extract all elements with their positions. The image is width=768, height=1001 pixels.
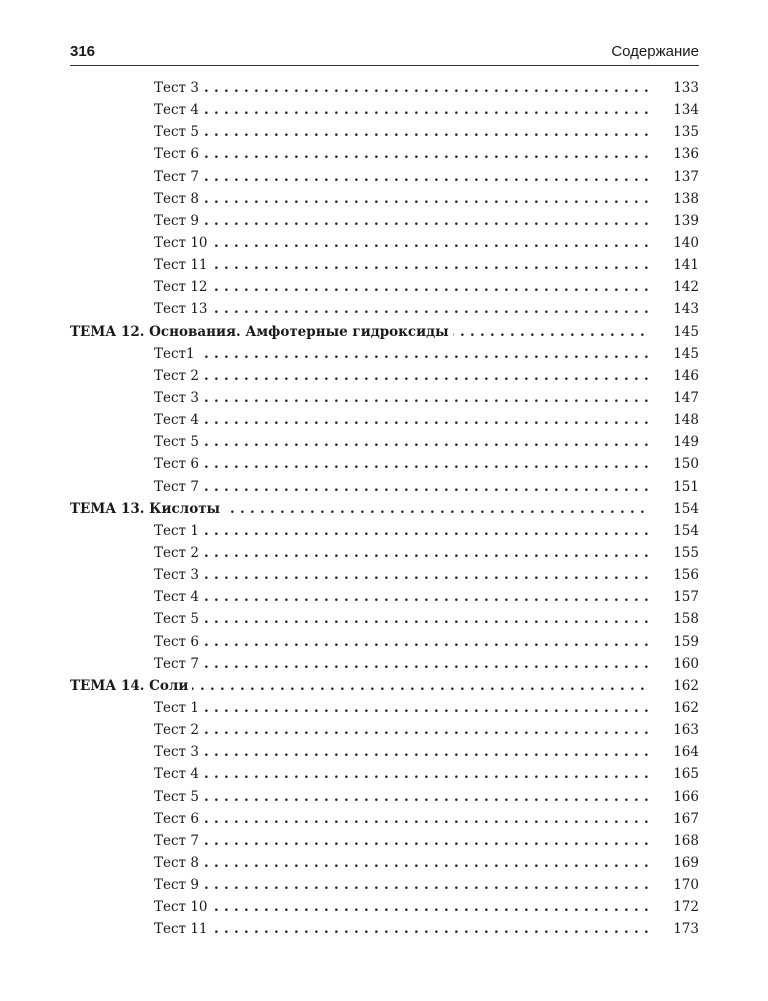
toc-topic-row xyxy=(70,498,699,520)
toc-page-number: 151 xyxy=(673,478,699,495)
dot-leader xyxy=(154,741,651,763)
dot-leader xyxy=(154,409,651,431)
dot-leader xyxy=(154,298,651,320)
toc-test-label: Тест 5 xyxy=(154,608,203,630)
toc-test-label: Тест 11 xyxy=(154,918,212,940)
toc-page-number: 154 xyxy=(673,522,699,539)
toc-test-row xyxy=(70,586,699,608)
toc-page-number: 145 xyxy=(673,323,699,340)
dot-leader xyxy=(154,276,651,298)
dot-leader xyxy=(154,808,651,830)
toc-test-label: Тест 2 xyxy=(154,542,203,564)
toc-page-number: 158 xyxy=(673,611,699,628)
toc-test-row xyxy=(70,254,699,276)
toc-test-label: Тест 6 xyxy=(154,631,203,653)
toc-test-label: Тест 8 xyxy=(154,188,203,210)
toc-test-label: Тест 6 xyxy=(154,143,203,165)
toc-page-number: 135 xyxy=(673,124,699,141)
dot-leader xyxy=(154,520,651,542)
toc-test-label: Тест 3 xyxy=(154,387,203,409)
dot-leader xyxy=(154,77,651,99)
toc-test-label: Тест 3 xyxy=(154,77,203,99)
dot-leader xyxy=(154,786,651,808)
toc-test-label: Тест 4 xyxy=(154,586,203,608)
page-number: 316 xyxy=(70,43,96,60)
toc-test-row xyxy=(70,232,699,254)
toc-test-label: Тест 12 xyxy=(154,276,212,298)
toc-test-label: Тест 10 xyxy=(154,896,212,918)
dot-leader xyxy=(154,631,651,653)
toc-test-row xyxy=(70,564,699,586)
dot-leader xyxy=(154,653,651,675)
toc-page-number: 163 xyxy=(673,722,699,739)
dot-leader xyxy=(154,99,651,121)
dot-leader xyxy=(154,232,651,254)
toc-page-number: 138 xyxy=(673,190,699,207)
dot-leader xyxy=(154,586,651,608)
toc-test-label: Тест 1 xyxy=(154,697,203,719)
toc-page-number: 148 xyxy=(673,412,699,429)
toc-test-label: Тест 13 xyxy=(154,298,212,320)
toc-topic-row xyxy=(70,675,699,697)
toc-test-label: Тест 9 xyxy=(154,874,203,896)
dot-leader xyxy=(154,431,651,453)
toc-test-label: Тест 7 xyxy=(154,830,203,852)
toc-page-number: 160 xyxy=(673,655,699,672)
toc-topic-row xyxy=(70,321,699,343)
toc-test-label: Тест 6 xyxy=(154,453,203,475)
toc-test-row xyxy=(70,365,699,387)
toc-page-number: 170 xyxy=(673,877,699,894)
toc-page-number: 134 xyxy=(673,102,699,119)
dot-leader xyxy=(154,387,651,409)
toc-test-row xyxy=(70,830,699,852)
dot-leader xyxy=(154,343,651,365)
toc-test-label: Тест 10 xyxy=(154,232,212,254)
toc-page-number: 164 xyxy=(673,744,699,761)
toc-test-label: Тест 3 xyxy=(154,741,203,763)
dot-leader xyxy=(154,365,651,387)
toc-test-label: Тест 2 xyxy=(154,719,203,741)
toc-page-number: 167 xyxy=(673,810,699,827)
toc-test-label: Тест 7 xyxy=(154,476,203,498)
dot-leader xyxy=(154,453,651,475)
toc-test-row xyxy=(70,99,699,121)
dot-leader xyxy=(154,564,651,586)
dot-leader xyxy=(154,608,651,630)
toc-test-label: Тест 11 xyxy=(154,254,212,276)
toc-test-label: Тест 5 xyxy=(154,786,203,808)
dot-leader xyxy=(154,852,651,874)
toc-test-row xyxy=(70,276,699,298)
header-rule xyxy=(70,65,699,66)
dot-leader xyxy=(154,254,651,276)
toc-page-number: 143 xyxy=(673,301,699,318)
toc-topic-label: ТЕМА 14. Соли xyxy=(70,675,192,697)
toc-test-label: Тест 6 xyxy=(154,808,203,830)
dot-leader xyxy=(154,166,651,188)
toc-page-number: 166 xyxy=(673,788,699,805)
toc-test-row xyxy=(70,188,699,210)
toc-page-number: 168 xyxy=(673,832,699,849)
dot-leader xyxy=(154,188,651,210)
toc-test-row xyxy=(70,542,699,564)
toc-page-number: 149 xyxy=(673,434,699,451)
toc-test-row xyxy=(70,719,699,741)
dot-leader xyxy=(154,874,651,896)
dot-leader xyxy=(154,830,651,852)
toc-test-row xyxy=(70,808,699,830)
toc-page-number: 137 xyxy=(673,168,699,185)
toc-page-number: 162 xyxy=(673,699,699,716)
dot-leader xyxy=(154,763,651,785)
dot-leader xyxy=(154,697,651,719)
toc-page-number: 133 xyxy=(673,80,699,96)
toc-test-label: Тест 1 xyxy=(154,520,203,542)
toc-page-number: 140 xyxy=(673,234,699,251)
running-title: Содержание xyxy=(611,43,699,60)
toc-test-row xyxy=(70,608,699,630)
toc-test-row xyxy=(70,121,699,143)
toc-test-label: Тест 9 xyxy=(154,210,203,232)
toc-test-label: Тест 5 xyxy=(154,431,203,453)
toc-page-number: 147 xyxy=(673,389,699,406)
toc-test-row xyxy=(70,874,699,896)
dot-leader xyxy=(154,542,651,564)
toc-page-number: 159 xyxy=(673,633,699,650)
toc-page-number: 136 xyxy=(673,146,699,163)
toc-test-label: Тест 4 xyxy=(154,763,203,785)
toc-test-row xyxy=(70,918,699,940)
toc-test-row xyxy=(70,166,699,188)
toc-page-number: 155 xyxy=(673,544,699,561)
toc-test-label: Тест 3 xyxy=(154,564,203,586)
toc-test-row xyxy=(70,298,699,320)
toc-test-label: Тест 8 xyxy=(154,852,203,874)
toc-test-row xyxy=(70,631,699,653)
toc-page-number: 173 xyxy=(673,921,699,938)
dot-leader xyxy=(154,918,651,940)
toc-page-number: 172 xyxy=(673,899,699,916)
dot-leader xyxy=(154,896,651,918)
toc-test-row xyxy=(70,520,699,542)
toc-page-number: 141 xyxy=(673,257,699,274)
toc-page-number: 156 xyxy=(673,567,699,584)
toc-page-number: 162 xyxy=(673,677,699,694)
toc-page-number: 154 xyxy=(673,500,699,517)
toc-page-number: 165 xyxy=(673,766,699,783)
toc-test-row xyxy=(70,210,699,232)
toc-test-label: Тест 2 xyxy=(154,365,203,387)
dot-leader xyxy=(154,143,651,165)
dot-leader xyxy=(154,121,651,143)
toc-page-number: 142 xyxy=(673,279,699,296)
toc-test-label: Тест 7 xyxy=(154,166,203,188)
toc-test-row xyxy=(70,741,699,763)
toc-test-label: Тест 5 xyxy=(154,121,203,143)
toc-page-number: 146 xyxy=(673,367,699,384)
toc-test-row xyxy=(70,409,699,431)
toc-page-number: 139 xyxy=(673,212,699,229)
toc-test-row xyxy=(70,852,699,874)
toc-test-row xyxy=(70,763,699,785)
toc-test-row xyxy=(70,896,699,918)
toc-test-label: Тест 7 xyxy=(154,653,203,675)
dot-leader xyxy=(154,719,651,741)
dot-leader xyxy=(154,476,651,498)
toc-test-row xyxy=(70,387,699,409)
toc-page-number: 157 xyxy=(673,589,699,606)
toc-test-row xyxy=(70,343,699,365)
toc-test-label: Тест1 xyxy=(154,343,199,365)
toc-test-row xyxy=(70,453,699,475)
toc-test-label: Тест 4 xyxy=(154,99,203,121)
toc-test-row xyxy=(70,77,699,99)
toc-test-row xyxy=(70,476,699,498)
toc-test-row xyxy=(70,697,699,719)
page-header xyxy=(70,40,699,64)
table-of-contents xyxy=(70,77,699,940)
toc-test-label: Тест 4 xyxy=(154,409,203,431)
toc-page-number: 145 xyxy=(673,345,699,362)
toc-page-number: 150 xyxy=(673,456,699,473)
toc-test-row xyxy=(70,143,699,165)
toc-page-number: 169 xyxy=(673,854,699,871)
toc-topic-label: ТЕМА 13. Кислоты xyxy=(70,498,224,520)
dot-leader xyxy=(154,210,651,232)
toc-test-row xyxy=(70,786,699,808)
toc-test-row xyxy=(70,653,699,675)
toc-topic-label: ТЕМА 12. Основания. Амфотерные гидроксиды xyxy=(70,321,453,343)
toc-test-row xyxy=(70,431,699,453)
